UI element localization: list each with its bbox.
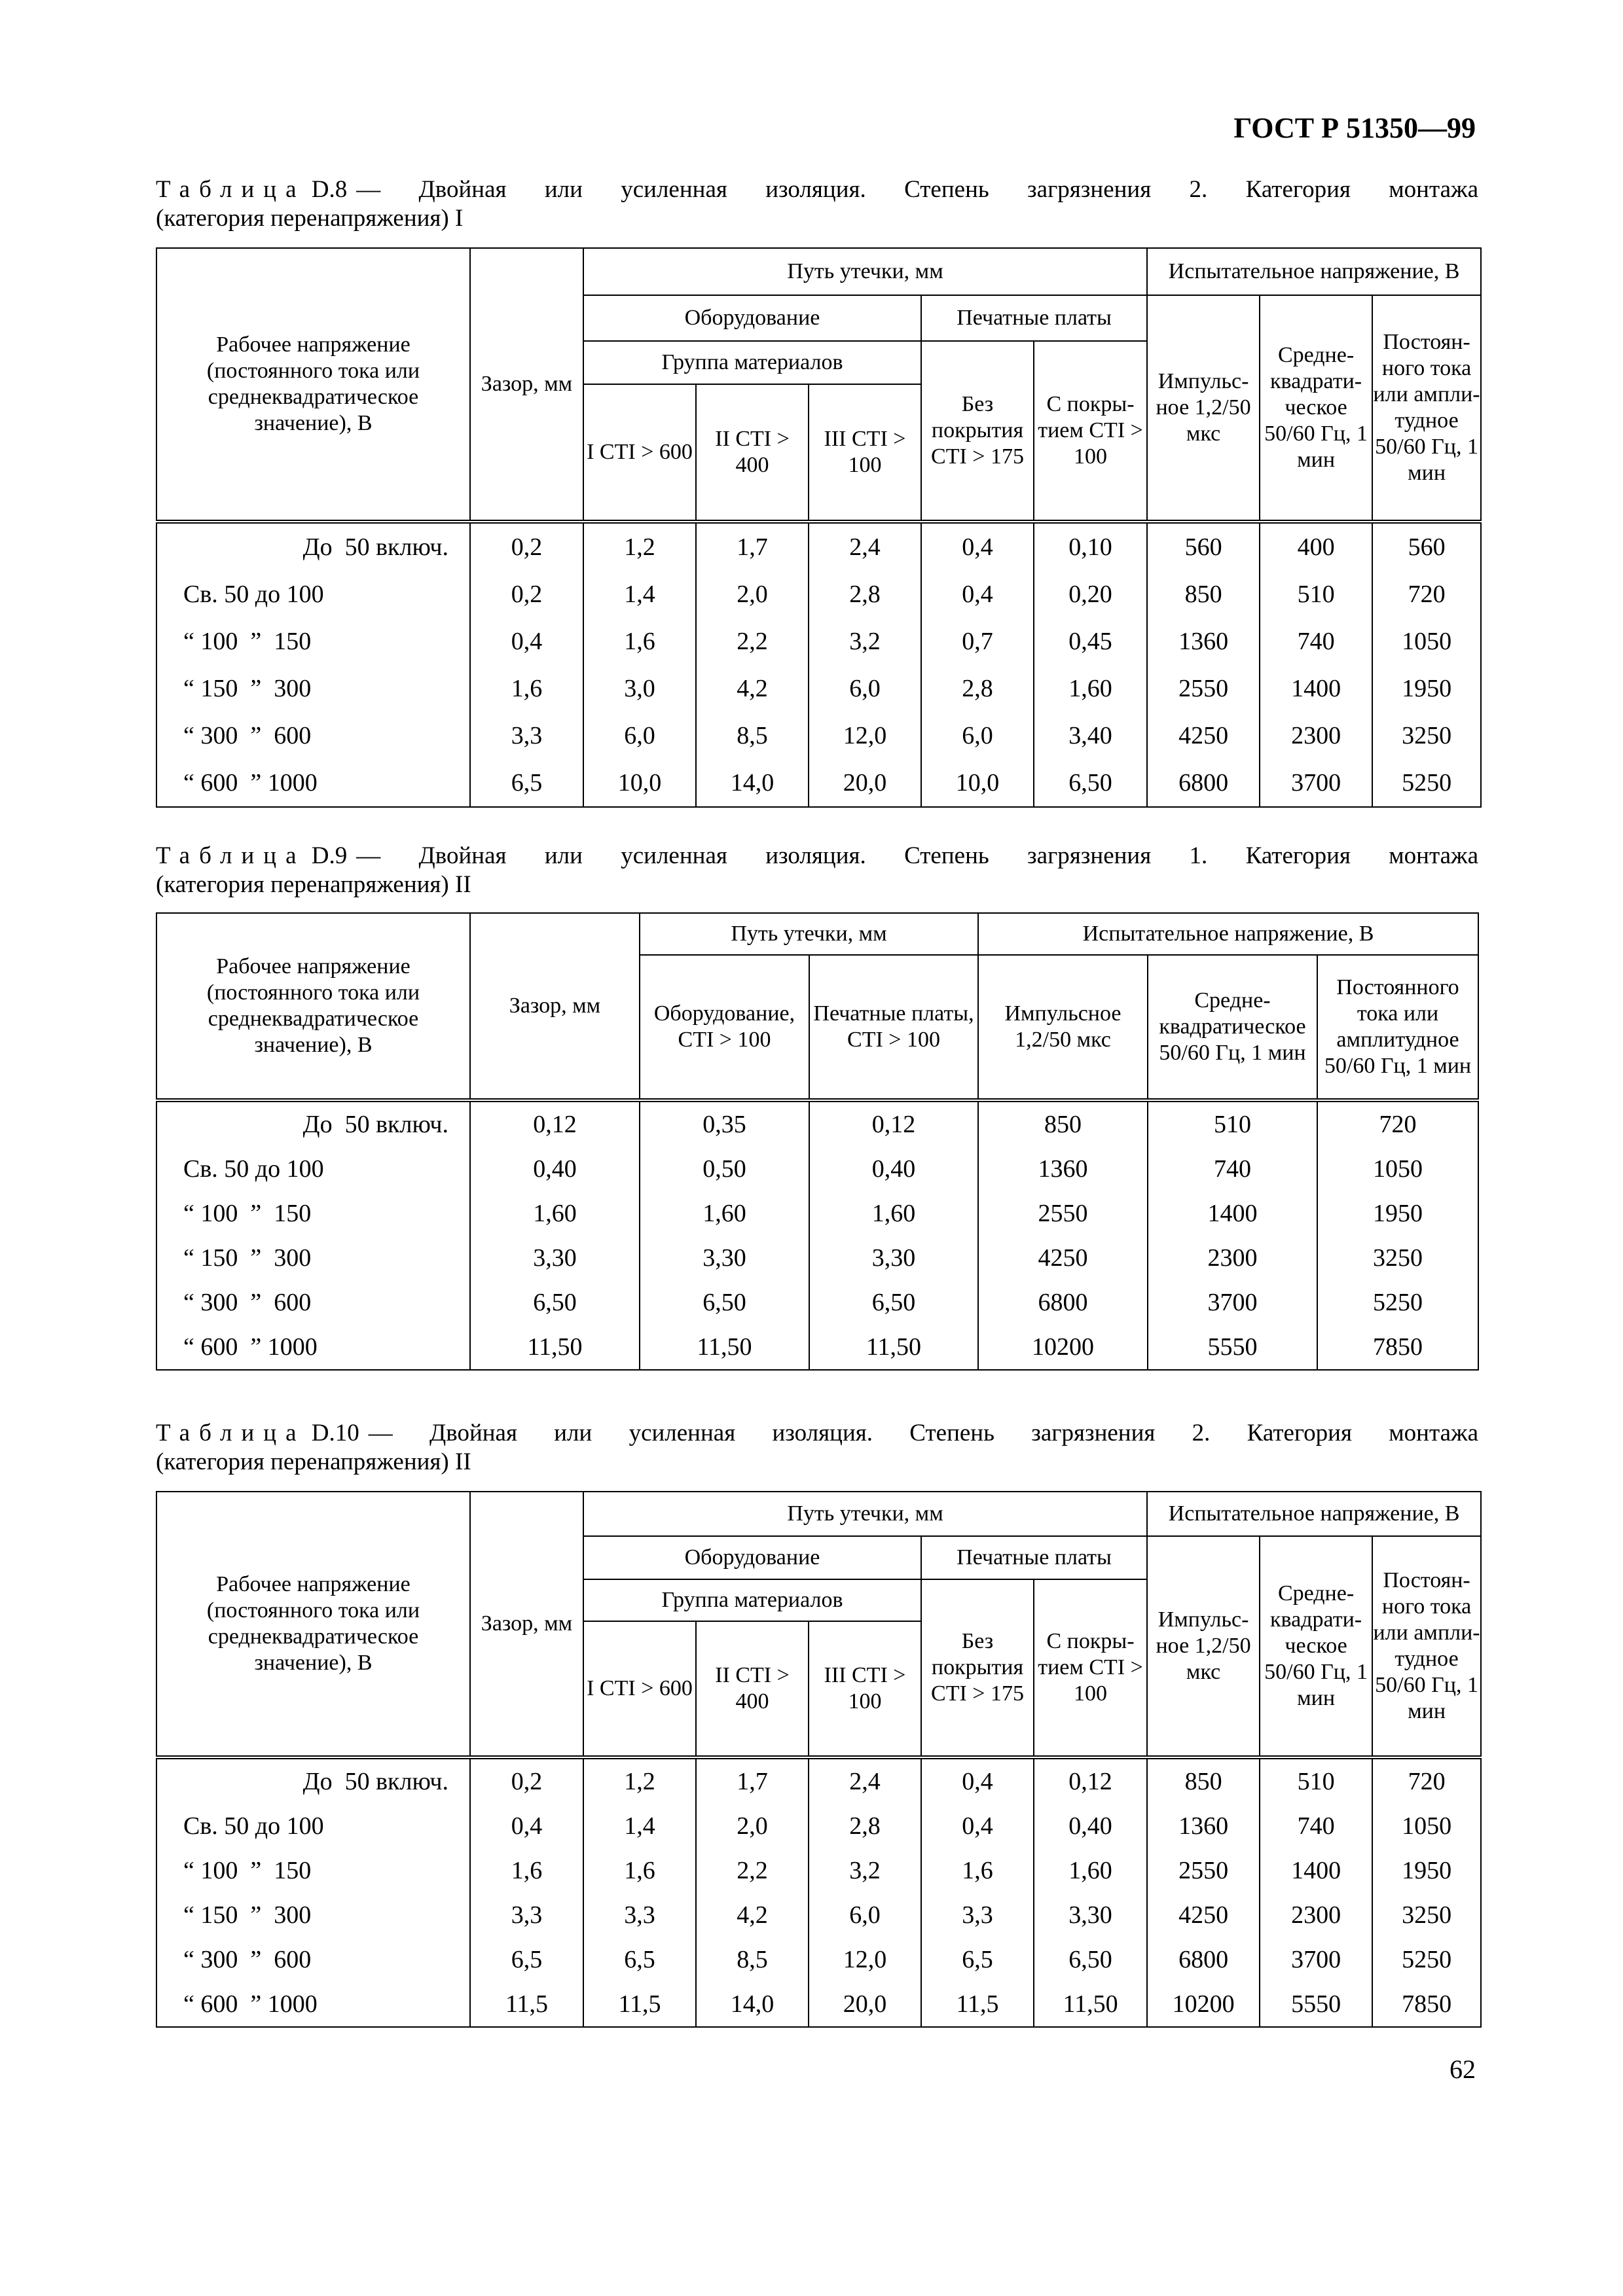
voltage-range-cell: “ 100 ” 150	[156, 1848, 470, 1893]
value-cell: 2,2	[696, 618, 809, 665]
value-cell: 6,0	[809, 1893, 921, 1937]
test-voltage-header: Испытательное напряжение, В	[1147, 1492, 1481, 1536]
value-cell: 0,4	[921, 1757, 1034, 1804]
voltage-range-cell: Св. 50 до 100	[156, 1804, 470, 1848]
rms-header: Средне-квадрати-ческое 50/60 Гц, 1 мин	[1260, 1536, 1372, 1757]
table-row	[156, 1100, 1478, 1147]
voltage-range-cell: “ 600 ” 1000	[156, 1325, 470, 1370]
value-cell: 8,5	[696, 712, 809, 759]
value-cell: 0,10	[1034, 522, 1147, 571]
value-cell: 8,5	[696, 1937, 809, 1982]
table-d10	[156, 1491, 1482, 2028]
caption-line2: (категория перенапряжения) II	[156, 1448, 471, 1475]
value-cell: 720	[1372, 1757, 1481, 1804]
pcb-header: Печатные платы, CTI > 100	[809, 955, 978, 1100]
value-cell: 3,30	[809, 1236, 978, 1280]
value-cell: 740	[1260, 1804, 1372, 1848]
rms-header: Средне-квадрати-ческое 50/60 Гц, 1 мин	[1260, 295, 1372, 522]
value-cell: 3,3	[921, 1893, 1034, 1937]
clearance-header: Зазор, мм	[470, 1492, 583, 1757]
table-row	[156, 1848, 1481, 1893]
value-cell: 10200	[978, 1325, 1148, 1370]
table-row	[156, 1804, 1481, 1848]
value-cell: 1,7	[696, 1757, 809, 1804]
value-cell: 560	[1147, 522, 1260, 571]
voltage-range-cell: “ 150 ” 300	[156, 665, 470, 712]
value-cell: 1400	[1148, 1191, 1317, 1236]
coated-header: С покры-тием CTI > 100	[1034, 341, 1147, 522]
creepage-header: Путь утечки, мм	[640, 913, 978, 955]
value-cell: 1,60	[1034, 665, 1147, 712]
value-cell: 6800	[1147, 1937, 1260, 1982]
caption-text: — Двойная или усиленная изоляция. Степень загрязнения 2. Категория монтажа	[356, 176, 1478, 203]
dc-header: Постоянного тока или амплитудное 50/60 Гц, 1 мин	[1317, 955, 1478, 1100]
value-cell: 2550	[1147, 665, 1260, 712]
caption-number: D.10	[311, 1420, 359, 1446]
voltage-range-cell: До 50 включ.	[156, 1100, 470, 1147]
value-cell: 0,50	[640, 1147, 809, 1191]
voltage-range-cell: “ 300 ” 600	[156, 712, 470, 759]
value-cell: 2,4	[809, 522, 921, 571]
table-row	[156, 571, 1481, 618]
value-cell: 1950	[1372, 1848, 1481, 1893]
value-cell: 0,12	[470, 1100, 640, 1147]
value-cell: 2550	[978, 1191, 1148, 1236]
voltage-range-cell: “ 300 ” 600	[156, 1280, 470, 1325]
value-cell: 2300	[1260, 1893, 1372, 1937]
value-cell: 11,5	[470, 1982, 583, 2027]
value-cell: 11,50	[809, 1325, 978, 1370]
value-cell: 20,0	[809, 759, 921, 807]
value-cell: 4,2	[696, 665, 809, 712]
value-cell: 510	[1148, 1100, 1317, 1147]
value-cell: 6,0	[921, 712, 1034, 759]
uncoated-header: Без покрытия CTI > 175	[921, 1579, 1034, 1757]
value-cell: 1,6	[583, 618, 696, 665]
voltage-range-cell: До 50 включ.	[156, 522, 470, 571]
caption-label: Таблица	[156, 1420, 306, 1446]
value-cell: 850	[1147, 571, 1260, 618]
value-cell: 1,60	[640, 1191, 809, 1236]
pcb-header: Печатные платы	[921, 1536, 1147, 1579]
value-cell: 4250	[978, 1236, 1148, 1280]
value-cell: 11,50	[1034, 1982, 1147, 2027]
value-cell: 1,6	[470, 1848, 583, 1893]
table-row	[156, 1982, 1481, 2027]
value-cell: 0,12	[809, 1100, 978, 1147]
value-cell: 7850	[1317, 1325, 1478, 1370]
value-cell: 1,2	[583, 522, 696, 571]
value-cell: 2,8	[809, 1804, 921, 1848]
value-cell: 510	[1260, 1757, 1372, 1804]
value-cell: 2300	[1148, 1236, 1317, 1280]
value-cell: 0,4	[921, 1804, 1034, 1848]
value-cell: 1,4	[583, 571, 696, 618]
value-cell: 0,2	[470, 571, 583, 618]
value-cell: 4250	[1147, 712, 1260, 759]
table-row	[156, 1191, 1478, 1236]
value-cell: 3700	[1260, 759, 1372, 807]
value-cell: 12,0	[809, 1937, 921, 1982]
value-cell: 1,6	[921, 1848, 1034, 1893]
group2-header: II CTI > 400	[696, 1621, 809, 1757]
value-cell: 510	[1260, 571, 1372, 618]
value-cell: 0,7	[921, 618, 1034, 665]
voltage-range-cell: Св. 50 до 100	[156, 1147, 470, 1191]
value-cell: 2,0	[696, 571, 809, 618]
material-group-header: Группа материалов	[583, 1579, 921, 1621]
value-cell: 1,7	[696, 522, 809, 571]
value-cell: 1,6	[583, 1848, 696, 1893]
value-cell: 11,50	[470, 1325, 640, 1370]
value-cell: 1,4	[583, 1804, 696, 1848]
value-cell: 3,3	[470, 712, 583, 759]
value-cell: 1360	[1147, 1804, 1260, 1848]
table-d10-caption	[156, 1419, 1478, 1477]
group3-header: III CTI > 100	[809, 384, 921, 522]
value-cell: 3,30	[470, 1236, 640, 1280]
value-cell: 3700	[1260, 1937, 1372, 1982]
voltage-range-cell: “ 100 ” 150	[156, 1191, 470, 1236]
value-cell: 3250	[1317, 1236, 1478, 1280]
value-cell: 740	[1148, 1147, 1317, 1191]
value-cell: 6,5	[583, 1937, 696, 1982]
creepage-header: Путь утечки, мм	[583, 248, 1147, 295]
value-cell: 3,3	[583, 1893, 696, 1937]
value-cell: 6800	[978, 1280, 1148, 1325]
value-cell: 14,0	[696, 1982, 809, 2027]
table-row	[156, 759, 1481, 807]
clearance-header: Зазор, мм	[470, 248, 583, 522]
value-cell: 0,40	[470, 1147, 640, 1191]
value-cell: 6,5	[470, 759, 583, 807]
value-cell: 0,40	[809, 1147, 978, 1191]
value-cell: 6,50	[1034, 1937, 1147, 1982]
value-cell: 0,20	[1034, 571, 1147, 618]
creepage-header: Путь утечки, мм	[583, 1492, 1147, 1536]
value-cell: 560	[1372, 522, 1481, 571]
table-row	[156, 712, 1481, 759]
value-cell: 11,5	[583, 1982, 696, 2027]
value-cell: 2,0	[696, 1804, 809, 1848]
value-cell: 6,50	[809, 1280, 978, 1325]
value-cell: 6,0	[583, 712, 696, 759]
value-cell: 5250	[1372, 1937, 1481, 1982]
caption-label: Таблица	[156, 176, 306, 203]
value-cell: 1050	[1372, 618, 1481, 665]
value-cell: 850	[1147, 1757, 1260, 1804]
value-cell: 400	[1260, 522, 1372, 571]
caption-number: D.8	[311, 176, 348, 203]
value-cell: 0,35	[640, 1100, 809, 1147]
value-cell: 1950	[1317, 1191, 1478, 1236]
value-cell: 3250	[1372, 1893, 1481, 1937]
value-cell: 1,60	[1034, 1848, 1147, 1893]
value-cell: 4250	[1147, 1893, 1260, 1937]
value-cell: 20,0	[809, 1982, 921, 2027]
value-cell: 720	[1317, 1100, 1478, 1147]
uncoated-header: Без покрытия CTI > 175	[921, 341, 1034, 522]
table-d9-caption	[156, 842, 1478, 899]
value-cell: 12,0	[809, 712, 921, 759]
value-cell: 1950	[1372, 665, 1481, 712]
value-cell: 3700	[1148, 1280, 1317, 1325]
value-cell: 6,50	[1034, 759, 1147, 807]
value-cell: 3,0	[583, 665, 696, 712]
value-cell: 3,2	[809, 618, 921, 665]
value-cell: 1400	[1260, 665, 1372, 712]
equipment-header: Оборудование	[583, 295, 921, 341]
value-cell: 0,4	[921, 571, 1034, 618]
value-cell: 1050	[1317, 1147, 1478, 1191]
table-d9-body	[156, 1100, 1478, 1370]
document-code: ГОСТ Р 51350—99	[1233, 112, 1476, 144]
value-cell: 4,2	[696, 1893, 809, 1937]
value-cell: 2,2	[696, 1848, 809, 1893]
value-cell: 3250	[1372, 712, 1481, 759]
value-cell: 850	[978, 1100, 1148, 1147]
value-cell: 1360	[978, 1147, 1148, 1191]
value-cell: 7850	[1372, 1982, 1481, 2027]
value-cell: 3,40	[1034, 712, 1147, 759]
working-voltage-header: Рабочее напряжение (постоянного тока или среднеквадратическое значение), В	[156, 913, 470, 1100]
value-cell: 0,4	[470, 1804, 583, 1848]
coated-header: С покры-тием CTI > 100	[1034, 1579, 1147, 1757]
value-cell: 5550	[1148, 1325, 1317, 1370]
voltage-range-cell: “ 150 ” 300	[156, 1893, 470, 1937]
table-row	[156, 1147, 1478, 1191]
table-d9	[156, 912, 1479, 1371]
test-voltage-header: Испытательное напряжение, В	[1147, 248, 1481, 295]
value-cell: 1050	[1372, 1804, 1481, 1848]
material-group-header: Группа материалов	[583, 341, 921, 384]
voltage-range-cell: Св. 50 до 100	[156, 571, 470, 618]
value-cell: 6,50	[470, 1280, 640, 1325]
working-voltage-header: Рабочее напряжение (постоянного тока или среднеквадратическое значение), В	[156, 1492, 470, 1757]
value-cell: 10,0	[583, 759, 696, 807]
voltage-range-cell: “ 600 ” 1000	[156, 1982, 470, 2027]
dc-header: Постоян-ного тока или ампли-тудное 50/60 Гц, 1 мин	[1372, 1536, 1481, 1757]
dc-header: Постоян-ного тока или ампли-тудное 50/60 Гц, 1 мин	[1372, 295, 1481, 522]
value-cell: 6800	[1147, 759, 1260, 807]
impulse-header: Импульс-ное 1,2/50 мкс	[1147, 1536, 1260, 1757]
value-cell: 0,4	[921, 522, 1034, 571]
value-cell: 0,12	[1034, 1757, 1147, 1804]
table-d8-body	[156, 522, 1481, 807]
voltage-range-cell: “ 300 ” 600	[156, 1937, 470, 1982]
table-row	[156, 1236, 1478, 1280]
value-cell: 720	[1372, 571, 1481, 618]
caption-label: Таблица	[156, 842, 306, 869]
value-cell: 1360	[1147, 618, 1260, 665]
test-voltage-header: Испытательное напряжение, В	[978, 913, 1478, 955]
table-row	[156, 665, 1481, 712]
value-cell: 3,3	[470, 1893, 583, 1937]
value-cell: 1,60	[809, 1191, 978, 1236]
value-cell: 1,6	[470, 665, 583, 712]
value-cell: 3,30	[640, 1236, 809, 1280]
value-cell: 0,2	[470, 522, 583, 571]
value-cell: 2300	[1260, 712, 1372, 759]
equipment-header: Оборудование, CTI > 100	[640, 955, 809, 1100]
working-voltage-header: Рабочее напряжение (постоянного тока или среднеквадратическое значение), В	[156, 248, 470, 522]
value-cell: 1,2	[583, 1757, 696, 1804]
group1-header: I CTI > 600	[583, 1621, 696, 1757]
table-row	[156, 1757, 1481, 1804]
pcb-header: Печатные платы	[921, 295, 1147, 341]
value-cell: 1,60	[470, 1191, 640, 1236]
table-row	[156, 1893, 1481, 1937]
equipment-header: Оборудование	[583, 1536, 921, 1579]
impulse-header: Импульсное 1,2/50 мкс	[978, 955, 1148, 1100]
value-cell: 1400	[1260, 1848, 1372, 1893]
group3-header: III CTI > 100	[809, 1621, 921, 1757]
table-d10-body	[156, 1757, 1481, 2027]
caption-number: D.9	[311, 842, 348, 869]
voltage-range-cell: “ 150 ” 300	[156, 1236, 470, 1280]
clearance-header: Зазор, мм	[470, 913, 640, 1100]
value-cell: 3,30	[1034, 1893, 1147, 1937]
value-cell: 11,50	[640, 1325, 809, 1370]
table-row	[156, 522, 1481, 571]
value-cell: 0,4	[470, 618, 583, 665]
voltage-range-cell: До 50 включ.	[156, 1757, 470, 1804]
value-cell: 2,8	[921, 665, 1034, 712]
value-cell: 0,45	[1034, 618, 1147, 665]
page-number: 62	[1450, 2054, 1476, 2084]
table-row	[156, 1937, 1481, 1982]
group2-header: II CTI > 400	[696, 384, 809, 522]
voltage-range-cell: “ 100 ” 150	[156, 618, 470, 665]
table-row	[156, 618, 1481, 665]
table-row	[156, 1325, 1478, 1370]
caption-line2: (категория перенапряжения) I	[156, 205, 464, 232]
value-cell: 5250	[1372, 759, 1481, 807]
value-cell: 6,5	[470, 1937, 583, 1982]
value-cell: 2550	[1147, 1848, 1260, 1893]
value-cell: 11,5	[921, 1982, 1034, 2027]
voltage-range-cell: “ 600 ” 1000	[156, 759, 470, 807]
rms-header: Средне-квадратическое 50/60 Гц, 1 мин	[1148, 955, 1317, 1100]
value-cell: 5550	[1260, 1982, 1372, 2027]
table-d8	[156, 247, 1482, 808]
value-cell: 2,4	[809, 1757, 921, 1804]
table-d8-caption	[156, 175, 1478, 233]
value-cell: 10200	[1147, 1982, 1260, 2027]
value-cell: 2,8	[809, 571, 921, 618]
table-row	[156, 1280, 1478, 1325]
value-cell: 5250	[1317, 1280, 1478, 1325]
value-cell: 6,0	[809, 665, 921, 712]
value-cell: 3,2	[809, 1848, 921, 1893]
value-cell: 14,0	[696, 759, 809, 807]
impulse-header: Импульс-ное 1,2/50 мкс	[1147, 295, 1260, 522]
value-cell: 10,0	[921, 759, 1034, 807]
value-cell: 0,2	[470, 1757, 583, 1804]
value-cell: 6,50	[640, 1280, 809, 1325]
value-cell: 740	[1260, 618, 1372, 665]
caption-text: — Двойная или усиленная изоляция. Степень загрязнения 2. Категория монтажа	[368, 1420, 1478, 1446]
caption-line2: (категория перенапряжения) II	[156, 871, 471, 898]
caption-text: — Двойная или усиленная изоляция. Степень загрязнения 1. Категория монтажа	[356, 842, 1478, 869]
value-cell: 6,5	[921, 1937, 1034, 1982]
value-cell: 0,40	[1034, 1804, 1147, 1848]
group1-header: I CTI > 600	[583, 384, 696, 522]
